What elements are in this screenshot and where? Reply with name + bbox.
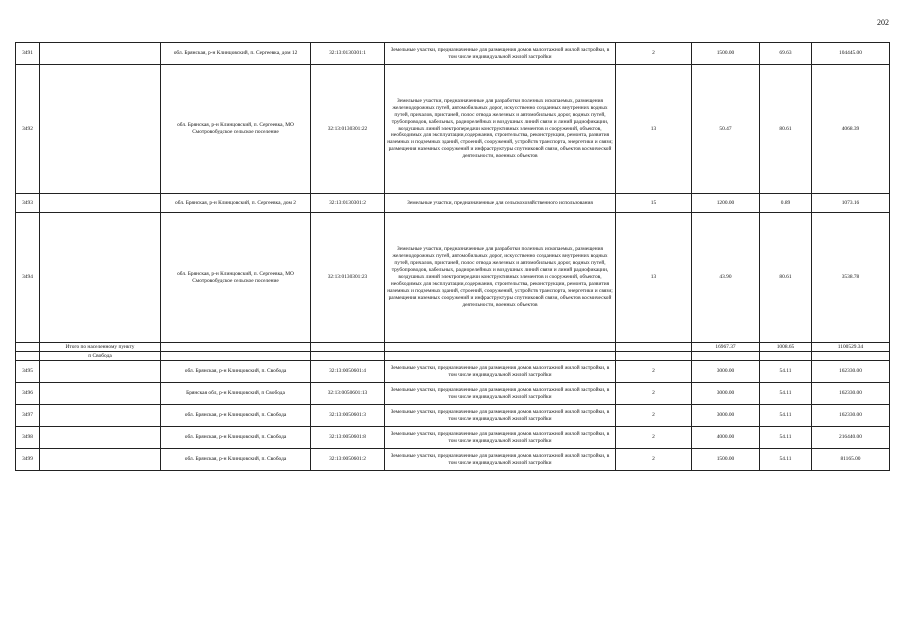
land-use-description: Земельные участки, предназначенные для размещения домов малоэтажной жилой застройки, в том числе индивидуальной жилой застройки bbox=[385, 361, 616, 383]
row-number: 3497 bbox=[16, 405, 40, 427]
subtotal-value: 1100529.34 bbox=[812, 343, 890, 352]
table-row bbox=[16, 449, 890, 471]
rate-value: 54.11 bbox=[760, 449, 812, 471]
rate-value: 69.63 bbox=[760, 43, 812, 65]
group-code: 13 bbox=[616, 65, 692, 194]
area-value: 3000.00 bbox=[692, 405, 760, 427]
subtotal-row bbox=[16, 343, 890, 352]
address-cell: обл. Брянская, р-н Клинцовский, п. Свобода bbox=[161, 405, 311, 427]
subtotal-label: Итого по населенному пункту bbox=[40, 343, 161, 352]
row-number: 3493 bbox=[16, 194, 40, 213]
cadastral-number: 32:13:0130301:1 bbox=[311, 43, 385, 65]
address-cell: обл. Брянская, р-н Клинцовский, п. Сергеевка, дом 2 bbox=[161, 194, 311, 213]
rate-value: 80.61 bbox=[760, 65, 812, 194]
address-cell: обл. Брянская, р-н Клинцовский, п. Сергеевка, МО Смотровобудское сельское поселение bbox=[161, 65, 311, 194]
row-number: 3492 bbox=[16, 65, 40, 194]
area-value: 1500.00 bbox=[692, 43, 760, 65]
cadastral-value: 81165.00 bbox=[812, 449, 890, 471]
cadastral-number: 32:13:0050601:2 bbox=[311, 449, 385, 471]
empty-cell bbox=[692, 352, 760, 361]
empty-cell bbox=[385, 343, 616, 352]
cadastral-value: 216440.00 bbox=[812, 427, 890, 449]
table-row bbox=[16, 194, 890, 213]
land-use-description: Земельные участки, предназначенные для разработки полезных ископаемых, размещения железнодорожных путей, автомобильных дорог, искусственно созданных внутренних водных путей, причалов, пристаней, полос отвода железных и автомобильных дорог, водных путей, трубопроводов, кабельных, радиорелейных и воздушных линий связи и линий радиофикации, воздушных линий электропередачи конструктивных элементов и сооружений, объектов, необходимых для эксплуатации,содержания, строительства, реконструкции, ремонта, развития наземных и подземных зданий, строений, сооружений, устройств транспорта, энергетики и связи; размещения наземных сооружений и инфраструктуры спутниковой связи, объектов космической деятельности, военных объектов bbox=[385, 213, 616, 343]
empty-cell bbox=[161, 352, 311, 361]
area-value: 4000.00 bbox=[692, 427, 760, 449]
land-use-description: Земельные участки, предназначенные для разработки полезных ископаемых, размещения железнодорожных путей, автомобильных дорог, искусственно созданных внутренних водных путей, причалов, пристаней, полос отвода железных и автомобильных дорог, водных путей, трубопроводов, кабельных, радиорелейных и воздушных линий связи и линий радиофикации, воздушных линий электропередачи конструктивных элементов и сооружений, объектов, необходимых для эксплуатации,содержания, строительства, реконструкции, ремонта, развития наземных и подземных зданий, строений, сооружений, устройств транспорта, энергетики и связи; размещения наземных сооружений и инфраструктуры спутниковой связи, объектов космической деятельности, военных объектов bbox=[385, 65, 616, 194]
group-code: 2 bbox=[616, 383, 692, 405]
area-value: 3000.00 bbox=[692, 383, 760, 405]
empty-cell bbox=[161, 343, 311, 352]
page-number: 202 bbox=[877, 18, 889, 27]
rate-value: 54.11 bbox=[760, 405, 812, 427]
empty-cell bbox=[40, 449, 161, 471]
table-row bbox=[16, 383, 890, 405]
rate-value: 80.61 bbox=[760, 213, 812, 343]
land-use-description: Земельные участки, предназначенные для размещения домов малоэтажной жилой застройки, в том числе индивидуальной жилой застройки bbox=[385, 43, 616, 65]
address-cell: обл. Брянская, р-н Клинцовский, п. Свобода bbox=[161, 361, 311, 383]
group-code: 2 bbox=[616, 427, 692, 449]
cadastral-number: 32:13:0050601:8 bbox=[311, 427, 385, 449]
cadastral-value: 104445.00 bbox=[812, 43, 890, 65]
group-code: 2 bbox=[616, 43, 692, 65]
land-register-table bbox=[15, 42, 890, 471]
land-use-description: Земельные участки, предназначенные для размещения домов малоэтажной жилой застройки, в том числе индивидуальной жилой застройки bbox=[385, 449, 616, 471]
empty-cell bbox=[40, 361, 161, 383]
row-number: 3491 bbox=[16, 43, 40, 65]
address-cell: обл. Брянская, р-н Клинцовский, п. Свобода bbox=[161, 449, 311, 471]
table-row bbox=[16, 427, 890, 449]
land-use-description: Земельные участки, предназначенные для размещения домов малоэтажной жилой застройки, в том числе индивидуальной жилой застройки bbox=[385, 427, 616, 449]
cadastral-value: 162330.00 bbox=[812, 361, 890, 383]
cadastral-value: 4068.39 bbox=[812, 65, 890, 194]
group-code: 15 bbox=[616, 194, 692, 213]
group-code: 2 bbox=[616, 405, 692, 427]
address-cell: Брянская обл, р-н Клинцовский, п Свобода bbox=[161, 383, 311, 405]
cadastral-value: 162330.00 bbox=[812, 405, 890, 427]
row-number: 3495 bbox=[16, 361, 40, 383]
table-row bbox=[16, 43, 890, 65]
empty-cell bbox=[40, 427, 161, 449]
row-number: 3496 bbox=[16, 383, 40, 405]
area-value: 1200.00 bbox=[692, 194, 760, 213]
group-code: 2 bbox=[616, 449, 692, 471]
area-value: 3000.00 bbox=[692, 361, 760, 383]
rate-value: 0.89 bbox=[760, 194, 812, 213]
empty-cell bbox=[40, 383, 161, 405]
area-value: 50.47 bbox=[692, 65, 760, 194]
table-row bbox=[16, 405, 890, 427]
cadastral-number: 32:13:0130301:22 bbox=[311, 65, 385, 194]
address-cell: обл. Брянская, р-н Клинцовский, п. Свобода bbox=[161, 427, 311, 449]
empty-cell bbox=[40, 405, 161, 427]
area-value: 1500.00 bbox=[692, 449, 760, 471]
empty-cell bbox=[760, 352, 812, 361]
cadastral-value: 162330.00 bbox=[812, 383, 890, 405]
table-row bbox=[16, 361, 890, 383]
land-use-description: Земельные участки, предназначенные для размещения домов малоэтажной жилой застройки, в том числе индивидуальной жилой застройки bbox=[385, 405, 616, 427]
subtotal-rate: 1008.65 bbox=[760, 343, 812, 352]
cadastral-number: 32:13:0050601:4 bbox=[311, 361, 385, 383]
row-number: 3499 bbox=[16, 449, 40, 471]
land-use-description: Земельные участки, предназначенные для размещения домов малоэтажной жилой застройки, в том числе индивидуальной жилой застройки bbox=[385, 383, 616, 405]
empty-cell bbox=[40, 213, 161, 343]
cadastral-value: 3538.78 bbox=[812, 213, 890, 343]
empty-cell bbox=[40, 194, 161, 213]
settlement-row bbox=[16, 352, 890, 361]
cadastral-number: 32:13:0050601:13 bbox=[311, 383, 385, 405]
empty-cell bbox=[616, 352, 692, 361]
area-value: 43.90 bbox=[692, 213, 760, 343]
cadastral-number: 32:13:0050601:3 bbox=[311, 405, 385, 427]
row-number: 3498 bbox=[16, 427, 40, 449]
table-row bbox=[16, 65, 890, 194]
settlement-name: п Свобода bbox=[40, 352, 161, 361]
empty-cell bbox=[16, 352, 40, 361]
empty-cell bbox=[311, 343, 385, 352]
cadastral-number: 32:13:0130301:23 bbox=[311, 213, 385, 343]
rate-value: 54.11 bbox=[760, 383, 812, 405]
empty-cell bbox=[385, 352, 616, 361]
empty-cell bbox=[16, 343, 40, 352]
rate-value: 54.11 bbox=[760, 361, 812, 383]
group-code: 13 bbox=[616, 213, 692, 343]
empty-cell bbox=[616, 343, 692, 352]
rate-value: 54.11 bbox=[760, 427, 812, 449]
address-cell: обл. Брянская, р-н Клинцовский, п. Сергеевка, дом 12 bbox=[161, 43, 311, 65]
group-code: 2 bbox=[616, 361, 692, 383]
empty-cell bbox=[40, 65, 161, 194]
empty-cell bbox=[40, 43, 161, 65]
empty-cell bbox=[311, 352, 385, 361]
table-row bbox=[16, 213, 890, 343]
land-use-description: Земельные участки, предназначенные для сельскохозяйственного использования bbox=[385, 194, 616, 213]
cadastral-number: 32:13:0130301:2 bbox=[311, 194, 385, 213]
address-cell: обл. Брянская, р-н Клинцовский, п. Сергеевка, МО Смотровобудское сельское поселение bbox=[161, 213, 311, 343]
subtotal-area: 16967.37 bbox=[692, 343, 760, 352]
cadastral-value: 1073.16 bbox=[812, 194, 890, 213]
empty-cell bbox=[812, 352, 890, 361]
row-number: 3494 bbox=[16, 213, 40, 343]
